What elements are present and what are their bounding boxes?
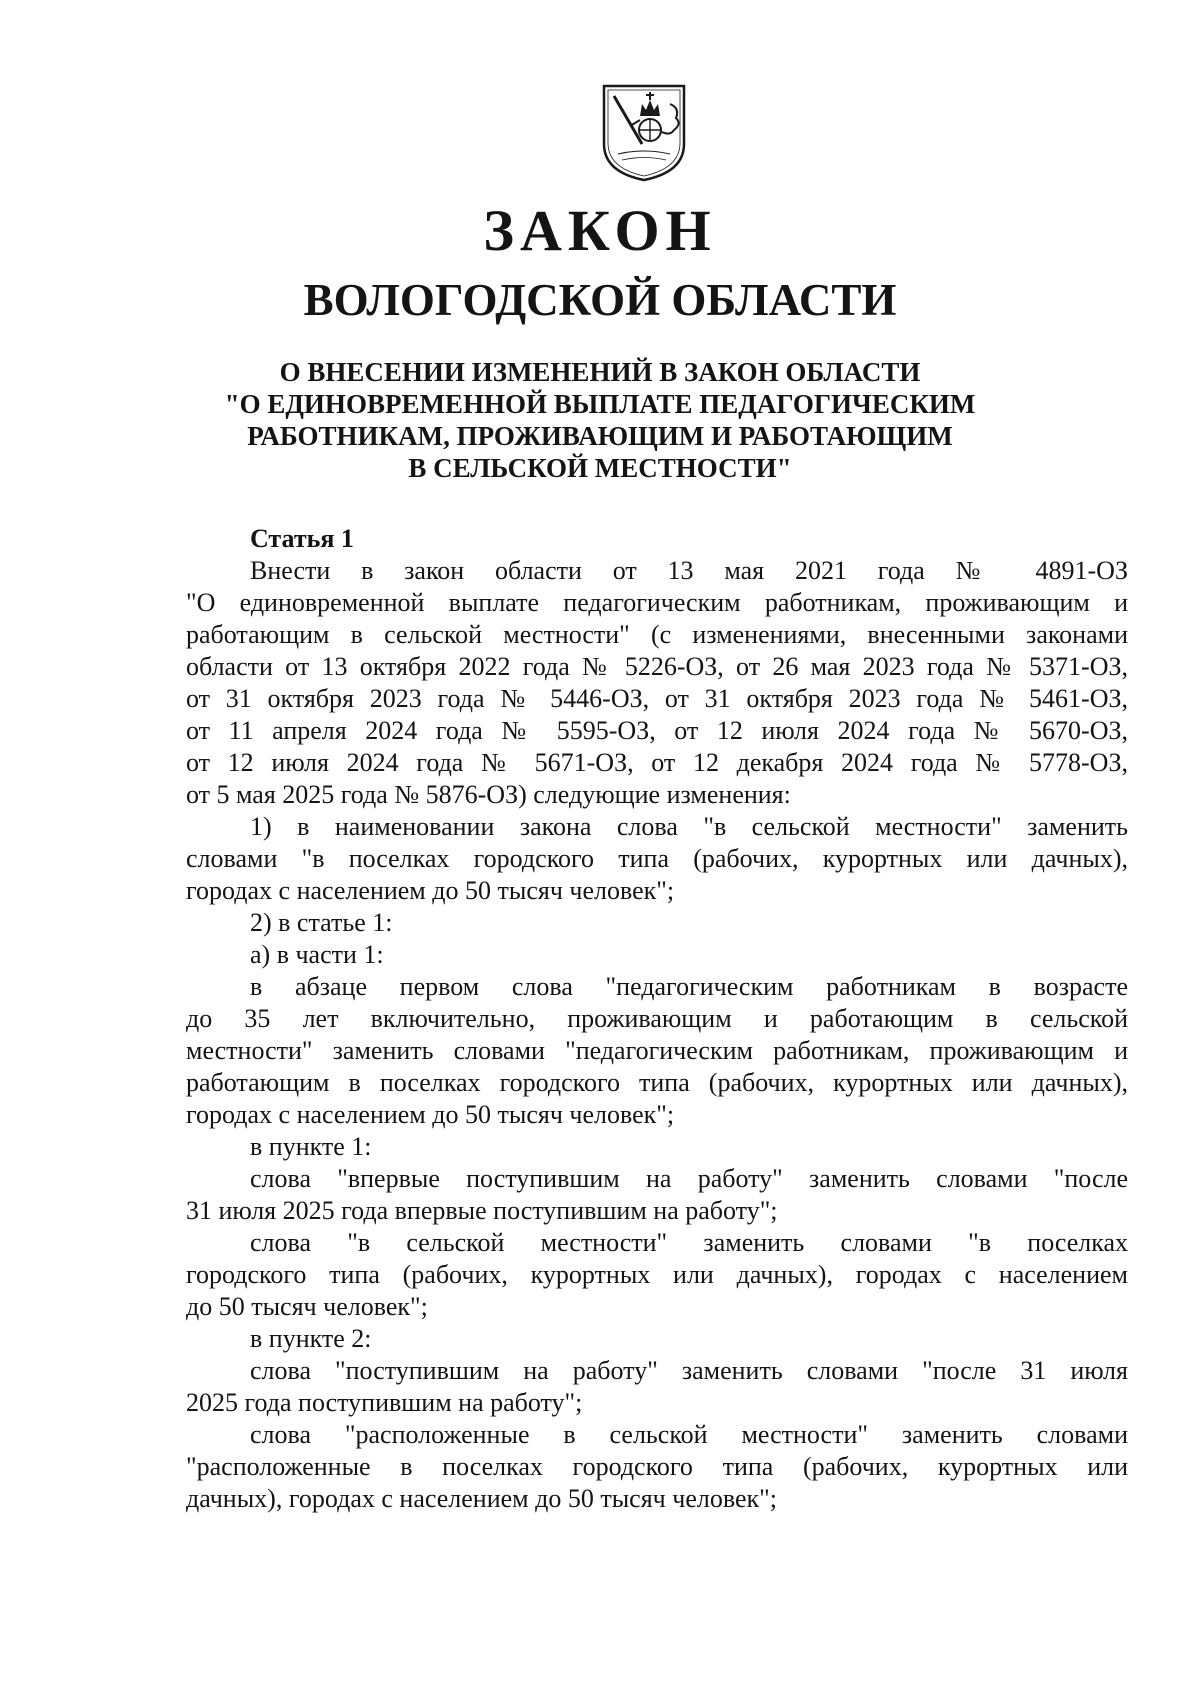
text-line: городах с населением до 50 тысяч человек";: [186, 876, 675, 905]
text-line: дачных), городах с населением до 50 тысяч человек";: [186, 1484, 777, 1513]
text-line: от 5 мая 2025 года № 5876-ОЗ) следующие изменения:: [186, 780, 791, 809]
text-line: 1) в наименовании закона слова "в сельской местности" заменить: [250, 812, 1128, 841]
vologda-coat-of-arms-icon: [600, 82, 688, 184]
article-body: [186, 523, 1128, 1515]
law-heading-line: В СЕЛЬСКОЙ МЕСТНОСТИ": [408, 453, 792, 483]
text-line: 2025 года поступившим на работу";: [186, 1388, 583, 1417]
text-line: в пункте 1:: [250, 1132, 372, 1161]
text-line: городах с населением до 50 тысяч человек";: [186, 1100, 675, 1129]
text-line: от 11 апреля 2024 года № 5595-ОЗ, от 12 июля 2024 года № 5670-ОЗ,: [186, 716, 1128, 745]
text-line: "расположенные в поселках городского типа (рабочих, курортных или: [186, 1452, 1128, 1481]
text-line: слова "впервые поступившим на работу" заменить словами "после: [250, 1164, 1128, 1193]
text-line: местности" заменить словами "педагогическим работникам, проживающим и: [186, 1036, 1128, 1065]
text-line: области от 13 октября 2022 года № 5226-ОЗ, от 26 мая 2023 года № 5371-ОЗ,: [186, 652, 1128, 681]
text-line: слова "расположенные в сельской местности" заменить словами: [250, 1420, 1128, 1449]
document-title: ЗАКОН: [483, 198, 717, 263]
text-line: слова "поступившим на работу" заменить словами "после 31 июля: [250, 1356, 1128, 1385]
text-line: в пункте 2:: [250, 1324, 372, 1353]
text-line: до 35 лет включительно, проживающим и работающим в сельской: [186, 1004, 1128, 1033]
law-heading-line: РАБОТНИКАМ, ПРОЖИВАЮЩИМ И РАБОТАЮЩИМ: [247, 421, 953, 451]
text-line: до 50 тысяч человек";: [186, 1292, 428, 1321]
text-line: в абзаце первом слова "педагогическим работникам в возрасте: [250, 972, 1128, 1001]
text-line: 31 июля 2025 года впервые поступившим на работу";: [186, 1196, 778, 1225]
text-line: а) в части 1:: [250, 940, 384, 969]
region-name: ВОЛОГОДСКОЙ ОБЛАСТИ: [303, 275, 897, 325]
text-line: работающим в поселках городского типа (рабочих, курортных или дачных),: [186, 1068, 1128, 1097]
text-line: слова "в сельской местности" заменить словами "в поселках: [250, 1228, 1128, 1257]
text-line: от 12 июля 2024 года № 5671-ОЗ, от 12 декабря 2024 года № 5778-ОЗ,: [186, 748, 1128, 777]
text-line: "О единовременной выплате педагогическим работникам, проживающим и: [186, 588, 1128, 617]
text-line: словами "в поселках городского типа (рабочих, курортных или дачных),: [186, 844, 1128, 873]
text-line: 2) в статье 1:: [250, 908, 393, 937]
law-heading-line: "О ЕДИНОВРЕМЕННОЙ ВЫПЛАТЕ ПЕДАГОГИЧЕСКИМ: [224, 389, 976, 419]
text-line: городского типа (рабочих, курортных или дачных), городах с населением: [186, 1260, 1128, 1289]
text-line: работающим в сельской местности" (с изменениями, внесенными законами: [186, 620, 1128, 649]
text-line: от 31 октября 2023 года № 5446-ОЗ, от 31 октября 2023 года № 5461-ОЗ,: [186, 684, 1128, 713]
text-line: Внести в закон области от 13 мая 2021 года № 4891-ОЗ: [250, 556, 1128, 585]
law-heading: [200, 356, 1000, 484]
article-title: Статья 1: [250, 524, 354, 553]
law-heading-line: О ВНЕСЕНИИ ИЗМЕНЕНИЙ В ЗАКОН ОБЛАСТИ: [279, 357, 921, 387]
